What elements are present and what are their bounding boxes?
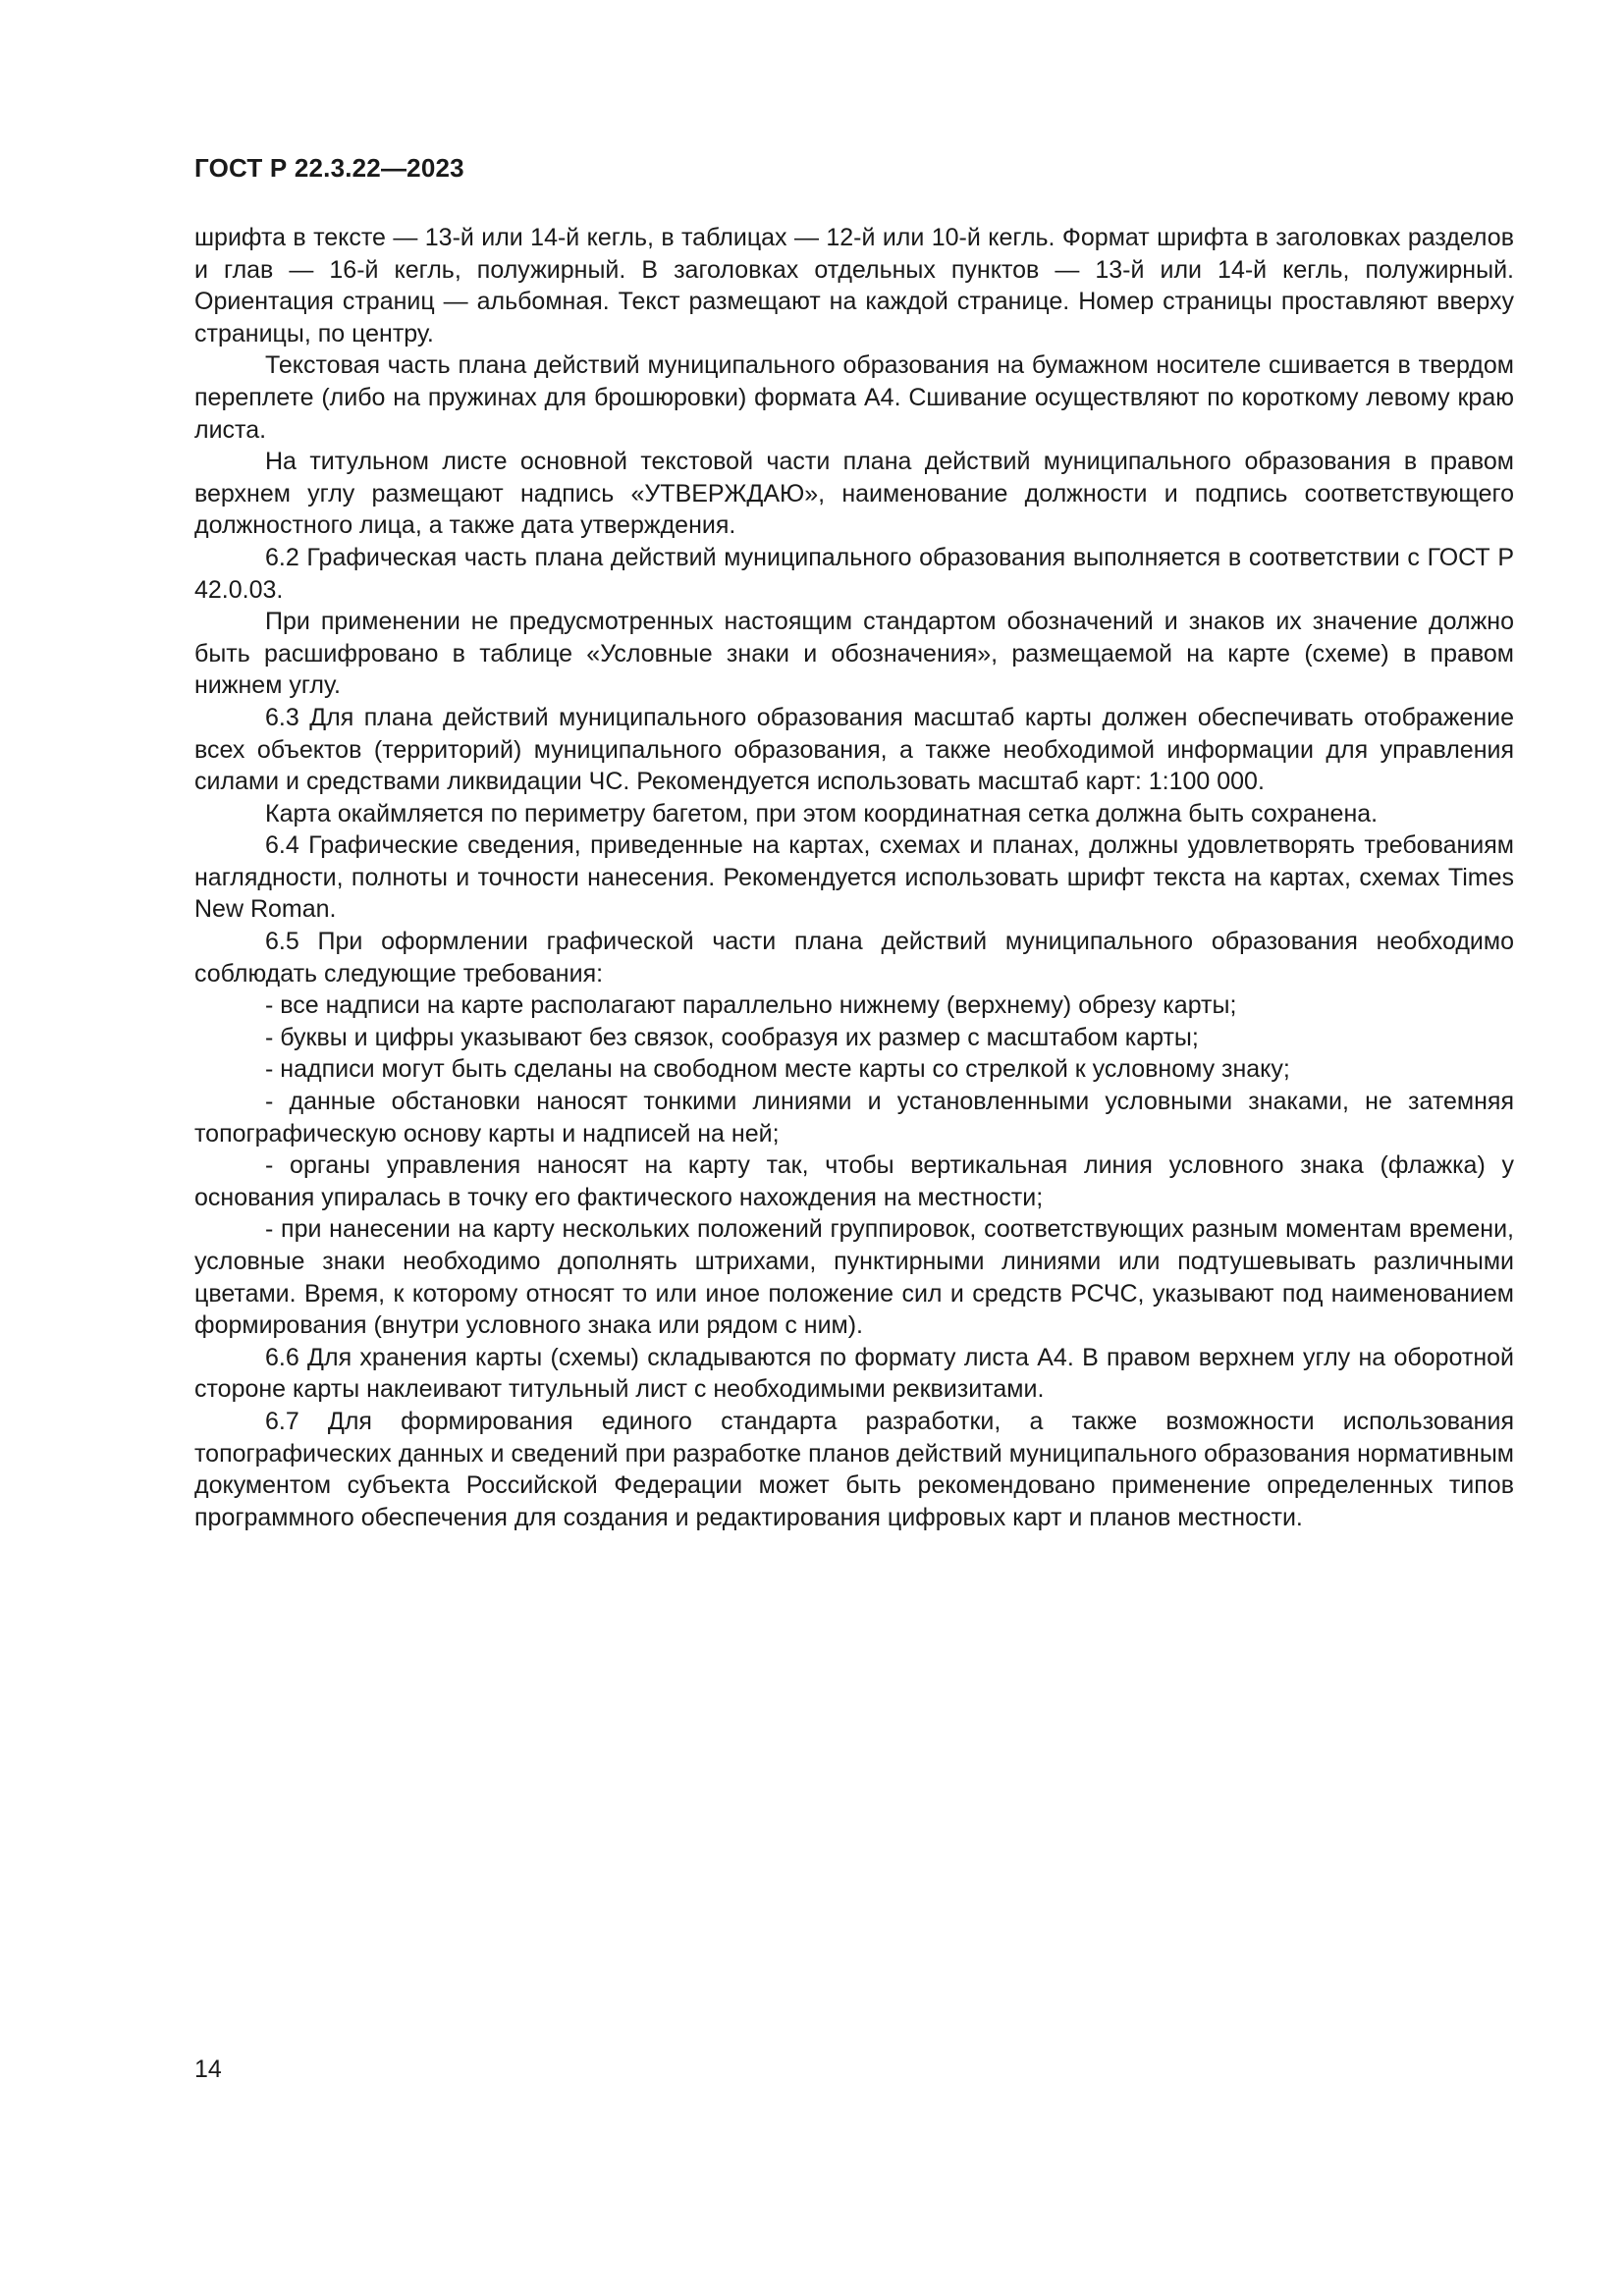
paragraph-6-2: 6.2 Графическая часть плана действий муниципального образования выполняется в соответствии с ГОСТ Р 42.0.03. [194, 543, 1514, 604]
paragraph-symbols-table: При применении не предусмотренных настоящим стандартом обозначений и знаков их значение должно быть расшифровано в таблице «Условные знаки и обозначения», размещаемой на карте (схеме) в правом нижнем углу. [194, 608, 1514, 700]
paragraph-map-frame: Карта окаймляется по периметру багетом, при этом координатная сетка должна быть сохранена. [265, 799, 1379, 828]
paragraph-6-4: 6.4 Графические сведения, приведенные на картах, схемах и планах, должны удовлетворять требованиям наглядности, полноты и точности нанесения. Рекомендуется использовать шрифт текста на картах, схемах Times New Roman. [194, 831, 1514, 924]
paragraph-font-sizes: шрифта в тексте — 13-й или 14-й кегль, в таблицах — 12-й или 10-й кегль. Формат шрифта в заголовках разделов и глав — 16-й кегль, полужирный. В заголовках отдельных пунктов — 13-й или 14-й кегль, полужирный. Ориентация страниц — альбомная. Текст размещают на каждой странице. Номер страницы проставляют вверху страницы, по центру. [194, 224, 1514, 347]
list-item-thin-lines: - данные обстановки наносят тонкими линиями и установленными условными знаками, не затемняя топографическую основу карты и надписей на ней; [194, 1088, 1514, 1148]
list-item-control-bodies: - органы управления наносят на карту так, чтобы вертикальная линия условного знака (флажка) у основания упиралась в точку его фактического нахождения на местности; [194, 1151, 1514, 1211]
list-item-labels-arrow: - надписи могут быть сделаны на свободном месте карты со стрелкой к условному знаку; [265, 1055, 1290, 1084]
paragraph-6-5: 6.5 При оформлении графической части плана действий муниципального образования необходимо соблюдать следующие требования: [194, 928, 1514, 988]
page-number: 14 [194, 2056, 222, 2083]
paragraph-6-7: 6.7 Для формирования единого стандарта разработки, а также возможности использования топографических данных и сведений при разработке планов действий муниципального образования нормативным документом субъекта Российской Федерации может быть рекомендовано применение определенных типов программного обеспечения для создания и редактирования цифровых карт и планов местности. [194, 1407, 1514, 1531]
document-header: ГОСТ Р 22.3.22—2023 [194, 153, 464, 183]
list-item-letters-digits: - буквы и цифры указывают без связок, сообразуя их размер с масштабом карты; [265, 1023, 1199, 1051]
paragraph-6-3: 6.3 Для плана действий муниципального образования масштаб карты должен обеспечивать отображение всех объектов (территорий) муниципального образования, а также необходимой информации для управления силами и средствами ликвидации ЧС. Рекомендуется использовать масштаб карт: 1:100 000. [194, 703, 1514, 796]
list-item-labels-parallel: - все надписи на карте располагают параллельно нижнему (верхнему) обрезу карты; [265, 991, 1237, 1020]
paragraph-title-page: На титульном листе основной текстовой части плана действий муниципального образования в правом верхнем углу размещают надпись «УТВЕРЖДАЮ», наименование должности и подпись соответствующего должностного лица, а также дата утверждения. [194, 448, 1514, 540]
document-body [194, 222, 1514, 1533]
paragraph-6-6: 6.6 Для хранения карты (схемы) складываются по формату листа А4. В правом верхнем углу на оборотной стороне карты наклеивают титульный лист с необходимыми реквизитами. [194, 1343, 1514, 1404]
list-item-group-positions: - при нанесении на карту нескольких положений группировок, соответствующих разным моментам времени, условные знаки необходимо дополнять штрихами, пунктирными линиями или подтушевывать различными цветами. Время, к которому относят то или иное положение сил и средств РСЧС, указывают под наименованием формирования (внутри условного знака или рядом с ним). [194, 1215, 1514, 1340]
paragraph-binding: Текстовая часть плана действий муниципального образования на бумажном носителе сшивается в твердом переплете (либо на пружинах для брошюровки) формата А4. Сшивание осуществляют по короткому левому краю листа. [194, 351, 1514, 444]
